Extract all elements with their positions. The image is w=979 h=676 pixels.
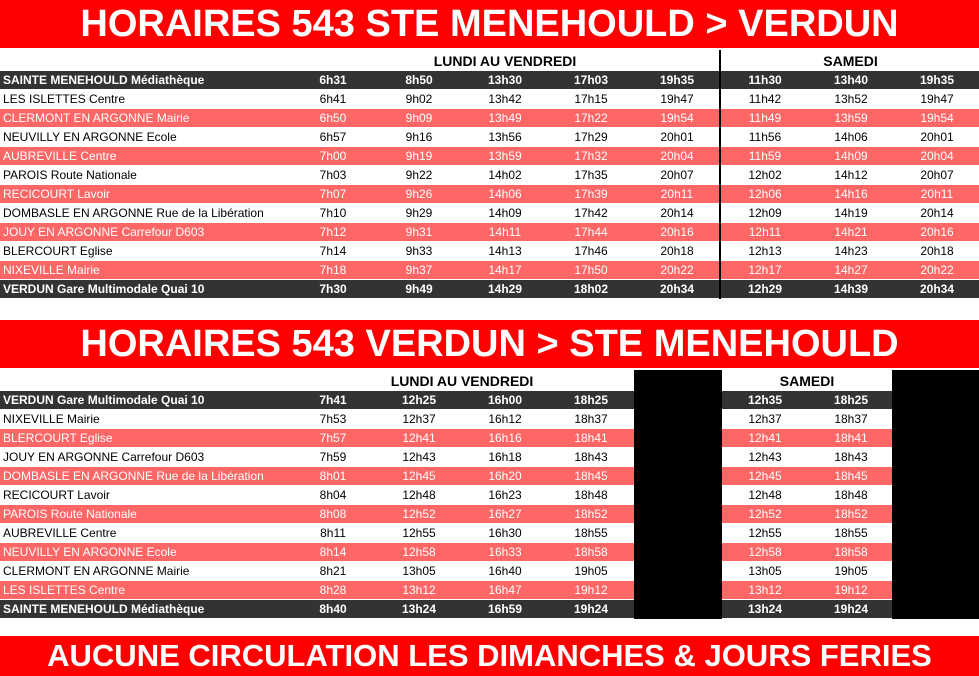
saturday-time-cell: 12h29 bbox=[747, 282, 783, 296]
saturday-time-cell: 14h12 bbox=[834, 168, 868, 182]
weekday-time-cell: 13h24 bbox=[401, 602, 437, 616]
weekday-time-cell: 9h26 bbox=[405, 187, 433, 201]
weekday-time-cell: 20h11 bbox=[660, 187, 694, 201]
weekday-header: LUNDI AU VENDREDI bbox=[290, 370, 634, 392]
weekday-time-cell: 8h11 bbox=[320, 526, 346, 540]
weekday-time-cell: 18h25 bbox=[573, 393, 609, 407]
saturday-time-cell: 14h21 bbox=[834, 225, 868, 239]
saturday-time-cell: 20h16 bbox=[920, 225, 954, 239]
weekday-time-cell: 20h07 bbox=[660, 168, 694, 182]
weekday-time-cell: 8h40 bbox=[319, 602, 347, 616]
weekday-time-cell: 9h02 bbox=[405, 92, 433, 106]
weekday-time-cell: 16h12 bbox=[488, 412, 522, 426]
table-row bbox=[0, 166, 979, 184]
weekday-time-cell: 8h28 bbox=[319, 583, 347, 597]
weekday-time-cell: 13h42 bbox=[488, 92, 522, 106]
saturday-time-cell: 20h07 bbox=[920, 168, 954, 182]
weekday-time-cell: 19h24 bbox=[573, 602, 609, 616]
saturday-time-cell: 18h45 bbox=[834, 469, 868, 483]
weekday-time-cell: 14h13 bbox=[488, 244, 522, 258]
table-row bbox=[0, 109, 979, 127]
weekday-time-cell: 13h49 bbox=[488, 111, 522, 125]
weekday-header: LUNDI AU VENDREDI bbox=[290, 50, 720, 72]
weekday-time-cell: 8h21 bbox=[319, 564, 347, 578]
table-row bbox=[0, 429, 979, 447]
weekday-time-cell: 17h46 bbox=[574, 244, 608, 258]
saturday-time-cell: 14h27 bbox=[834, 263, 868, 277]
weekday-time-cell: 16h40 bbox=[488, 564, 522, 578]
stop-name: NEUVILLY EN ARGONNE Ecole bbox=[3, 545, 177, 559]
weekday-time-cell: 12h41 bbox=[402, 431, 436, 445]
weekday-time-cell: 17h29 bbox=[574, 130, 608, 144]
saturday-time-cell: 13h40 bbox=[833, 73, 869, 87]
weekday-time-cell: 13h05 bbox=[402, 564, 436, 578]
table-row bbox=[0, 128, 979, 146]
weekday-time-cell: 16h30 bbox=[488, 526, 522, 540]
weekday-time-cell: 7h07 bbox=[319, 187, 347, 201]
saturday-time-cell: 19h24 bbox=[833, 602, 869, 616]
weekday-time-cell: 18h58 bbox=[574, 545, 608, 559]
saturday-time-cell: 12h48 bbox=[748, 488, 782, 502]
weekday-time-cell: 16h47 bbox=[488, 583, 522, 597]
title-banner-return: HORAIRES 543 VERDUN > STE MENEHOULD bbox=[0, 320, 979, 368]
saturday-time-cell: 12h43 bbox=[748, 450, 782, 464]
saturday-time-cell: 19h47 bbox=[920, 92, 954, 106]
table-row bbox=[0, 505, 979, 523]
saturday-time-cell: 18h48 bbox=[834, 488, 868, 502]
weekday-time-cell: 16h33 bbox=[488, 545, 522, 559]
weekday-time-cell: 9h09 bbox=[405, 111, 433, 125]
saturday-time-cell: 12h37 bbox=[748, 412, 782, 426]
weekday-time-cell: 13h56 bbox=[488, 130, 522, 144]
weekday-time-cell: 17h50 bbox=[574, 263, 608, 277]
weekday-time-cell: 8h08 bbox=[319, 507, 347, 521]
stop-name: JOUY EN ARGONNE Carrefour D603 bbox=[3, 225, 205, 239]
saturday-time-cell: 19h54 bbox=[920, 111, 954, 125]
stop-name: CLERMONT EN ARGONNE Mairie bbox=[3, 111, 190, 125]
weekday-time-cell: 19h05 bbox=[574, 564, 608, 578]
stop-name: NEUVILLY EN ARGONNE Ecole bbox=[3, 130, 177, 144]
table-row bbox=[0, 147, 979, 165]
table-row bbox=[0, 467, 979, 485]
saturday-time-cell: 13h59 bbox=[834, 111, 868, 125]
weekday-time-cell: 12h58 bbox=[402, 545, 436, 559]
stop-name: LES ISLETTES Centre bbox=[3, 583, 126, 597]
weekday-time-cell: 16h00 bbox=[487, 393, 523, 407]
weekday-time-cell: 8h01 bbox=[319, 469, 347, 483]
stop-name: LES ISLETTES Centre bbox=[3, 92, 126, 106]
weekday-time-cell: 7h14 bbox=[319, 244, 347, 258]
table-row bbox=[0, 223, 979, 241]
stop-name: AUBREVILLE Centre bbox=[3, 149, 117, 163]
weekday-time-cell: 9h49 bbox=[405, 282, 433, 296]
saturday-time-cell: 13h12 bbox=[748, 583, 782, 597]
weekday-time-cell: 20h16 bbox=[660, 225, 694, 239]
weekday-time-cell: 7h59 bbox=[319, 450, 347, 464]
weekday-time-cell: 14h29 bbox=[487, 282, 523, 296]
saturday-time-cell: 18h41 bbox=[834, 431, 868, 445]
saturday-time-cell: 12h35 bbox=[747, 393, 783, 407]
saturday-time-cell: 18h55 bbox=[834, 526, 868, 540]
stop-name: SAINTE MENEHOULD Médiathèque bbox=[3, 73, 205, 87]
saturday-time-cell: 20h22 bbox=[920, 263, 954, 277]
weekday-time-cell: 18h41 bbox=[574, 431, 608, 445]
weekday-time-cell: 16h59 bbox=[487, 602, 523, 616]
weekday-time-cell: 13h30 bbox=[487, 73, 523, 87]
table-row bbox=[0, 600, 979, 618]
weekday-time-cell: 8h04 bbox=[319, 488, 347, 502]
saturday-time-cell: 12h58 bbox=[748, 545, 782, 559]
weekday-time-cell: 18h02 bbox=[573, 282, 609, 296]
stop-name: JOUY EN ARGONNE Carrefour D603 bbox=[3, 450, 205, 464]
weekday-time-cell: 17h22 bbox=[574, 111, 608, 125]
table-row bbox=[0, 486, 979, 504]
weekday-time-cell: 9h29 bbox=[405, 206, 433, 220]
saturday-time-cell: 12h17 bbox=[748, 263, 782, 277]
weekday-time-cell: 6h31 bbox=[319, 73, 347, 87]
table-row bbox=[0, 562, 979, 580]
saturday-time-cell: 20h11 bbox=[920, 187, 954, 201]
weekday-time-cell: 7h12 bbox=[319, 225, 347, 239]
saturday-time-cell: 12h55 bbox=[748, 526, 782, 540]
section-divider bbox=[719, 50, 721, 299]
weekday-time-cell: 16h18 bbox=[488, 450, 522, 464]
stop-name: NIXEVILLE Mairie bbox=[3, 412, 100, 426]
saturday-time-cell: 20h01 bbox=[920, 130, 954, 144]
unused-column-block bbox=[634, 370, 722, 619]
table-row bbox=[0, 204, 979, 222]
weekday-time-cell: 13h12 bbox=[402, 583, 436, 597]
weekday-time-cell: 19h54 bbox=[660, 111, 694, 125]
saturday-time-cell: 11h56 bbox=[748, 130, 782, 144]
timetable-outbound bbox=[0, 50, 979, 300]
table-row bbox=[0, 261, 979, 279]
weekday-time-cell: 14h17 bbox=[488, 263, 522, 277]
weekday-time-cell: 19h35 bbox=[659, 73, 695, 87]
table-row bbox=[0, 448, 979, 466]
weekday-time-cell: 14h09 bbox=[488, 206, 522, 220]
saturday-time-cell: 18h25 bbox=[833, 393, 869, 407]
saturday-header: SAMEDI bbox=[722, 370, 892, 392]
stop-name: AUBREVILLE Centre bbox=[3, 526, 117, 540]
saturday-time-cell: 11h49 bbox=[748, 111, 782, 125]
stop-name: DOMBASLE EN ARGONNE Rue de la Libération bbox=[3, 206, 264, 220]
saturday-time-cell: 11h30 bbox=[748, 73, 782, 87]
saturday-time-cell: 14h23 bbox=[834, 244, 868, 258]
weekday-time-cell: 12h37 bbox=[402, 412, 436, 426]
table-row bbox=[0, 185, 979, 203]
stop-name: CLERMONT EN ARGONNE Mairie bbox=[3, 564, 190, 578]
weekday-time-cell: 18h55 bbox=[574, 526, 608, 540]
weekday-time-cell: 12h43 bbox=[402, 450, 436, 464]
stop-name: RECICOURT Lavoir bbox=[3, 488, 110, 502]
saturday-time-cell: 19h12 bbox=[834, 583, 868, 597]
saturday-header: SAMEDI bbox=[722, 50, 979, 72]
weekday-time-cell: 18h37 bbox=[574, 412, 608, 426]
weekday-time-cell: 17h15 bbox=[574, 92, 608, 106]
saturday-time-cell: 12h11 bbox=[748, 225, 782, 239]
saturday-time-cell: 14h06 bbox=[834, 130, 868, 144]
weekday-time-cell: 7h41 bbox=[319, 393, 347, 407]
saturday-time-cell: 13h52 bbox=[834, 92, 868, 106]
weekday-time-cell: 14h02 bbox=[488, 168, 522, 182]
weekday-time-cell: 12h45 bbox=[402, 469, 436, 483]
weekday-time-cell: 7h30 bbox=[319, 282, 347, 296]
saturday-time-cell: 14h39 bbox=[833, 282, 869, 296]
weekday-time-cell: 9h16 bbox=[405, 130, 433, 144]
table-row bbox=[0, 391, 979, 409]
weekday-time-cell: 16h27 bbox=[488, 507, 522, 521]
weekday-time-cell: 16h16 bbox=[488, 431, 522, 445]
saturday-time-cell: 20h18 bbox=[920, 244, 954, 258]
weekday-time-cell: 16h23 bbox=[488, 488, 522, 502]
saturday-time-cell: 13h05 bbox=[748, 564, 782, 578]
weekday-time-cell: 9h19 bbox=[405, 149, 433, 163]
weekday-time-cell: 6h57 bbox=[319, 130, 347, 144]
weekday-time-cell: 20h14 bbox=[660, 206, 694, 220]
weekday-time-cell: 9h31 bbox=[405, 225, 433, 239]
saturday-time-cell: 14h09 bbox=[834, 149, 868, 163]
saturday-time-cell: 18h37 bbox=[834, 412, 868, 426]
weekday-time-cell: 18h48 bbox=[574, 488, 608, 502]
table-row bbox=[0, 280, 979, 298]
saturday-time-cell: 14h19 bbox=[834, 206, 868, 220]
weekday-time-cell: 7h03 bbox=[319, 168, 347, 182]
weekday-time-cell: 8h14 bbox=[319, 545, 347, 559]
weekday-time-cell: 20h34 bbox=[659, 282, 695, 296]
weekday-time-cell: 17h32 bbox=[574, 149, 608, 163]
stop-name: BLERCOURT Eglise bbox=[3, 431, 113, 445]
table-row bbox=[0, 524, 979, 542]
title-banner-outbound: HORAIRES 543 STE MENEHOULD > VERDUN bbox=[0, 0, 979, 48]
saturday-time-cell: 19h35 bbox=[919, 73, 955, 87]
weekday-time-cell: 18h45 bbox=[574, 469, 608, 483]
saturday-time-cell: 19h05 bbox=[834, 564, 868, 578]
stop-name: VERDUN Gare Multimodale Quai 10 bbox=[3, 282, 205, 296]
stop-name: DOMBASLE EN ARGONNE Rue de la Libération bbox=[3, 469, 264, 483]
weekday-time-cell: 7h18 bbox=[319, 263, 347, 277]
weekday-time-cell: 12h48 bbox=[402, 488, 436, 502]
saturday-time-cell: 13h24 bbox=[747, 602, 783, 616]
stop-name: SAINTE MENEHOULD Médiathèque bbox=[3, 602, 205, 616]
weekday-time-cell: 19h47 bbox=[660, 92, 694, 106]
saturday-time-cell: 11h42 bbox=[748, 92, 782, 106]
saturday-time-cell: 18h58 bbox=[834, 545, 868, 559]
saturday-time-cell: 18h52 bbox=[834, 507, 868, 521]
weekday-time-cell: 7h10 bbox=[319, 206, 347, 220]
weekday-time-cell: 9h22 bbox=[405, 168, 433, 182]
weekday-time-cell: 14h06 bbox=[488, 187, 522, 201]
weekday-time-cell: 6h41 bbox=[319, 92, 347, 106]
saturday-time-cell: 12h52 bbox=[748, 507, 782, 521]
weekday-time-cell: 9h37 bbox=[405, 263, 433, 277]
stop-name: RECICOURT Lavoir bbox=[3, 187, 110, 201]
weekday-time-cell: 18h52 bbox=[574, 507, 608, 521]
weekday-time-cell: 13h59 bbox=[488, 149, 522, 163]
table-row bbox=[0, 242, 979, 260]
saturday-time-cell: 12h13 bbox=[748, 244, 782, 258]
weekday-time-cell: 20h22 bbox=[660, 263, 694, 277]
weekday-time-cell: 14h11 bbox=[488, 225, 522, 239]
saturday-time-cell: 12h41 bbox=[748, 431, 782, 445]
saturday-time-cell: 20h14 bbox=[920, 206, 954, 220]
table-row bbox=[0, 410, 979, 428]
weekday-time-cell: 19h12 bbox=[574, 583, 608, 597]
unused-column-block bbox=[892, 370, 979, 619]
weekday-time-cell: 20h01 bbox=[660, 130, 694, 144]
saturday-time-cell: 11h59 bbox=[748, 149, 782, 163]
no-service-notice-banner: AUCUNE CIRCULATION LES DIMANCHES & JOURS FERIES bbox=[0, 636, 979, 676]
weekday-time-cell: 17h39 bbox=[574, 187, 608, 201]
weekday-time-cell: 7h53 bbox=[319, 412, 347, 426]
weekday-time-cell: 16h20 bbox=[488, 469, 522, 483]
saturday-time-cell: 18h43 bbox=[834, 450, 868, 464]
saturday-time-cell: 12h06 bbox=[748, 187, 782, 201]
weekday-time-cell: 6h50 bbox=[319, 111, 347, 125]
saturday-time-cell: 20h34 bbox=[919, 282, 955, 296]
stop-name: BLERCOURT Eglise bbox=[3, 244, 113, 258]
weekday-time-cell: 17h03 bbox=[573, 73, 609, 87]
saturday-time-cell: 12h09 bbox=[748, 206, 782, 220]
timetable-return bbox=[0, 370, 979, 620]
weekday-time-cell: 8h50 bbox=[405, 73, 433, 87]
stop-name: PAROIS Route Nationale bbox=[3, 507, 137, 521]
saturday-time-cell: 12h02 bbox=[748, 168, 782, 182]
weekday-time-cell: 20h18 bbox=[660, 244, 694, 258]
saturday-time-cell: 12h45 bbox=[748, 469, 782, 483]
weekday-time-cell: 17h42 bbox=[574, 206, 608, 220]
weekday-time-cell: 20h04 bbox=[660, 149, 694, 163]
table-row bbox=[0, 581, 979, 599]
table-row bbox=[0, 543, 979, 561]
weekday-time-cell: 12h25 bbox=[401, 393, 437, 407]
weekday-time-cell: 7h57 bbox=[319, 431, 347, 445]
weekday-time-cell: 18h43 bbox=[574, 450, 608, 464]
weekday-time-cell: 17h44 bbox=[574, 225, 608, 239]
saturday-time-cell: 20h04 bbox=[920, 149, 954, 163]
weekday-time-cell: 7h00 bbox=[319, 149, 347, 163]
table-row bbox=[0, 71, 979, 89]
weekday-time-cell: 12h55 bbox=[402, 526, 436, 540]
stop-name: NIXEVILLE Mairie bbox=[3, 263, 100, 277]
saturday-time-cell: 14h16 bbox=[834, 187, 868, 201]
weekday-time-cell: 12h52 bbox=[402, 507, 436, 521]
table-row bbox=[0, 90, 979, 108]
weekday-time-cell: 9h33 bbox=[405, 244, 433, 258]
stop-name: VERDUN Gare Multimodale Quai 10 bbox=[3, 393, 205, 407]
stop-name: PAROIS Route Nationale bbox=[3, 168, 137, 182]
weekday-time-cell: 17h35 bbox=[574, 168, 608, 182]
